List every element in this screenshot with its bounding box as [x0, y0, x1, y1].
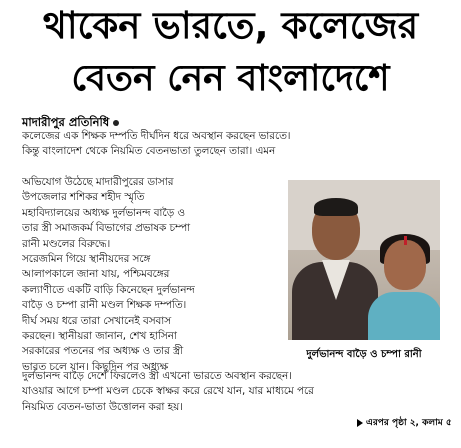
- article-column: [22, 175, 284, 375]
- article-line: নিয়মিত বেতন-ভাতা উত্তোলন করা হয়।: [22, 400, 183, 413]
- article-line: আলাপকালে জানা যায়, পশ্চিমবঙ্গের: [22, 268, 170, 281]
- man-figure-hair: [314, 198, 358, 216]
- photo-caption: দুর্লভানন্দ বাড়ৈ ও চম্পা রানী: [306, 349, 422, 360]
- reporter-name: মাদারীপুর প্রতিনিধি: [22, 115, 110, 129]
- woman-figure-body: [368, 292, 440, 340]
- article-line: রানী মণ্ডলের বিরুদ্ধে।: [22, 237, 111, 250]
- article-line: দুর্লভানন্দ বাড়ৈ দেশে ফিরলেও স্ত্রী এখনো ভারতে অবস্থান করছেন।: [22, 370, 292, 382]
- article-line: অভিযোগ উঠেছে মাদারীপুরের ডাসার: [22, 176, 174, 188]
- headline-line-1: থাকেন ভারতে, কলেজের: [42, 4, 419, 47]
- continuation-note: [357, 415, 452, 430]
- article-line: কলেজের এক শিক্ষক দম্পতি দীর্ঘদিন ধরে অবস্থান করছেন ভারতে।: [22, 130, 291, 142]
- couple-photo: [288, 180, 440, 340]
- article-tail: [22, 369, 440, 415]
- article-line: যাওয়ার আগে চম্পা মণ্ডল চেকে স্বাক্ষর করে রেখে যান, যার মাধ্যমে পরে: [22, 385, 314, 398]
- arrow-right-icon: [357, 419, 363, 427]
- bullet-icon: [113, 120, 119, 126]
- article-line: ভারত চলে যান। কিছুদিন পর অধ্যক্ষ: [22, 360, 169, 373]
- article-line: কল্যাণীতে একটি বাড়ি কিনেছেন দুর্লভানন্দ: [22, 283, 195, 296]
- article-line: মহাবিদ্যালয়ের অধ্যক্ষ দুর্লভানন্দ বাড়ৈ ও: [22, 206, 185, 219]
- article-line: তার স্ত্রী সমাজকর্ম বিভাগের প্রভাষক চম্পা: [22, 222, 190, 235]
- continuation-text: এরপর পৃষ্ঠা ২, কলাম ৫: [366, 418, 452, 428]
- woman-figure-head: [384, 240, 426, 290]
- article-intro: [22, 129, 440, 160]
- headline-line-2: বেতন নেন বাংলাদেশে: [71, 58, 390, 99]
- article-line: সরেজমিন গিয়ে স্থানীয়দের সঙ্গে: [22, 253, 151, 266]
- woman-sindoor: [404, 236, 407, 245]
- article-line: কিন্তু বাংলাদেশ থেকে নিয়মিত বেতনভাতা তুলছেন তারা। এমন: [22, 145, 276, 158]
- article-line: করছেন। স্থানীয়রা জানান, শেখ হাসিনা: [22, 330, 177, 343]
- article-line: দীর্ঘ সময় ধরে তারা সেখানেই বসবাস: [22, 314, 172, 327]
- article-line: সরকারের পতনের পর অধ্যক্ষ ও তার স্ত্রী: [22, 345, 184, 358]
- article-line: বাড়ৈ ও চম্পা রানী মণ্ডল শিক্ষক দম্পতি।: [22, 299, 187, 312]
- article-line: উপজেলার শশিকর শহীদ স্মৃতি: [22, 191, 145, 204]
